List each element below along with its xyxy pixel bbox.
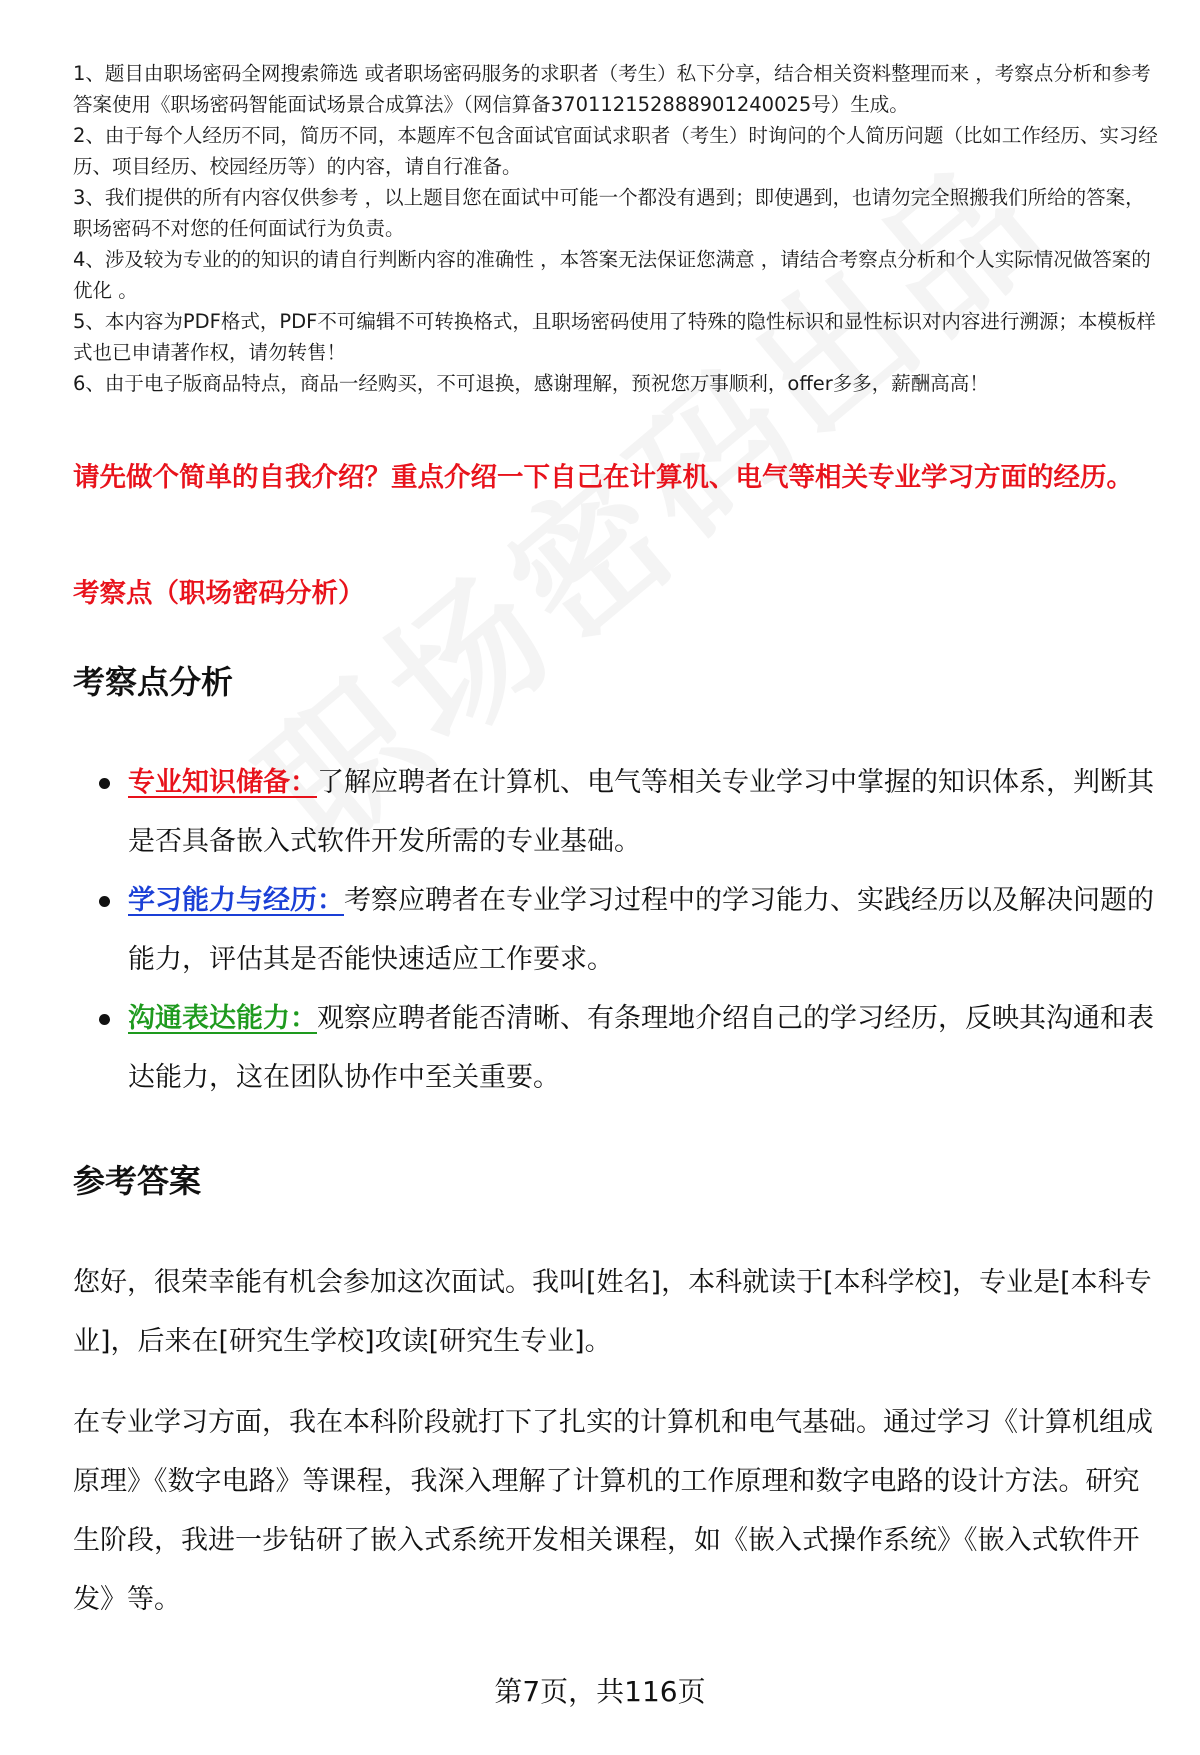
answer-paragraph: 您好，很荣幸能有机会参加这次面试。我叫[姓名]，本科就读于[本科学校]，专业是[本科专业]，后来在[研究生学校]攻读[研究生专业]。 <box>73 1267 1152 1357</box>
bullet-icon <box>99 1014 110 1025</box>
point-keyword: 专业知识储备： <box>128 767 317 798</box>
note-item: 6、由于电子版商品特点，商品一经购买，不可退换，感谢理解，预祝您万事顺利，offer多多，薪酬高高！ <box>73 372 989 395</box>
point-text: 考察应聘者在专业学习过程中的学习能力、实践经历以及解决问题的能力，评估其是否能快速适应工作要求。 <box>128 885 1154 975</box>
answer-heading: 参考答案 <box>73 1162 202 1200</box>
analysis-point <box>73 753 1163 871</box>
analysis-label: 考察点（职场密码分析） <box>73 578 365 609</box>
point-text: 了解应聘者在计算机、电气等相关专业学习中掌握的知识体系，判断其是否具备嵌入式软件开发所需的专业基础。 <box>128 767 1154 857</box>
point-text: 观察应聘者能否清晰、有条理地介绍自己的学习经历，反映其沟通和表达能力，这在团队协作中至关重要。 <box>128 1003 1154 1093</box>
note-item: 3、我们提供的所有内容仅供参考 ，以上题目您在面试中可能一个都没有遇到；即使遇到，也请勿完全照搬我们所给的答案，职场密码不对您的任何面试行为负责。 <box>73 186 1145 240</box>
analysis-point <box>73 871 1163 989</box>
analysis-point <box>73 989 1163 1107</box>
answer-paragraph: 在专业学习方面，我在本科阶段就打下了扎实的计算机和电气基础。通过学习《计算机组成原理》《数字电路》等课程，我深入理解了计算机的工作原理和数字电路的设计方法。研究生阶段，我进一步钻研了嵌入式系统开发相关课程，如《嵌入式操作系统》《嵌入式软件开发》等。 <box>73 1407 1153 1615</box>
note-item: 1、题目由职场密码全网搜索筛选 或者职场密码服务的求职者（考生）私下分享，结合相关资料整理而来 ，考察点分析和参考答案使用《职场密码智能面试场景合成算法》（网信算备370112152888901240025号）生成。 <box>73 62 1151 116</box>
note-item: 5、本内容为PDF格式，PDF不可编辑不可转换格式，且职场密码使用了特殊的隐性标识和显性标识对内容进行溯源；本模板样式也已申请著作权，请勿转售！ <box>73 310 1156 364</box>
bullet-icon <box>99 778 110 789</box>
analysis-points <box>73 753 1163 1107</box>
note-item: 2、由于每个人经历不同，简历不同，本题库不包含面试官面试求职者（考生）时询问的个人简历问题（比如工作经历、实习经历、项目经历、校园经历等）的内容，请自行准备。 <box>73 124 1158 178</box>
bullet-icon <box>99 896 110 907</box>
analysis-heading: 考察点分析 <box>73 663 234 701</box>
point-keyword: 沟通表达能力： <box>128 1003 317 1034</box>
disclaimer-notes <box>73 58 1158 399</box>
note-item: 4、涉及较为专业的的知识的请自行判断内容的准确性 ，本答案无法保证您满意 ，请结合考察点分析和个人实际情况做答案的优化 。 <box>73 248 1151 302</box>
point-keyword: 学习能力与经历： <box>128 885 344 916</box>
interview-question: 请先做个简单的自我介绍？重点介绍一下自己在计算机、电气等相关专业学习方面的经历。 <box>73 462 1133 493</box>
page-number: 第7页，共116页 <box>494 1675 706 1708</box>
